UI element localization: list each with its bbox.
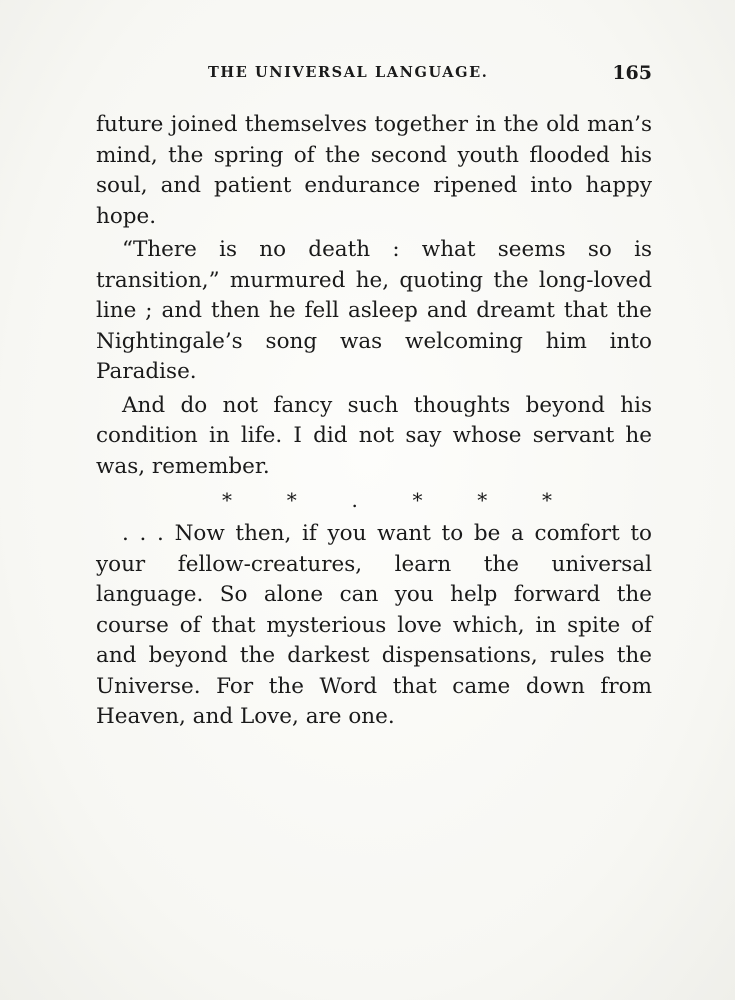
page-number: 165 <box>612 62 652 84</box>
section-break-mark: * <box>412 488 423 512</box>
section-break-mark: * <box>477 488 488 512</box>
section-break-mark: * <box>222 488 232 512</box>
paragraph: And do not fancy such thoughts beyond his condition in life. I did not say whose servant he was, remember. <box>96 392 652 479</box>
section-break-mark: * <box>286 488 297 512</box>
paragraph-continued: future joined themselves together in the old man’s mind, the spring of the second youth flooded his soul, and patient endurance ripened into happy hope. <box>96 112 652 229</box>
body-text <box>96 110 652 736</box>
section-break-mark: . <box>351 488 358 512</box>
section-break <box>222 485 552 515</box>
paragraph: “There is no death : what seems so is transition,” murmured he, quoting the long-loved line ; and then he fell asleep and dreamt that the Nightingale’s song was welcoming him into Paradise. <box>96 237 652 384</box>
running-head <box>96 62 652 86</box>
paragraph: . . . Now then, if you want to be a comfort to your fellow-creatures, learn the universal language. So alone can you help forward the course of that mysterious love which, in spite of and beyond the darkest dispensations, rules the Universe. For the Word that came down from Heaven, and Love, are one. <box>96 521 652 729</box>
section-break-mark: * <box>541 488 552 512</box>
running-title: THE UNIVERSAL LANGUAGE. <box>208 64 489 81</box>
